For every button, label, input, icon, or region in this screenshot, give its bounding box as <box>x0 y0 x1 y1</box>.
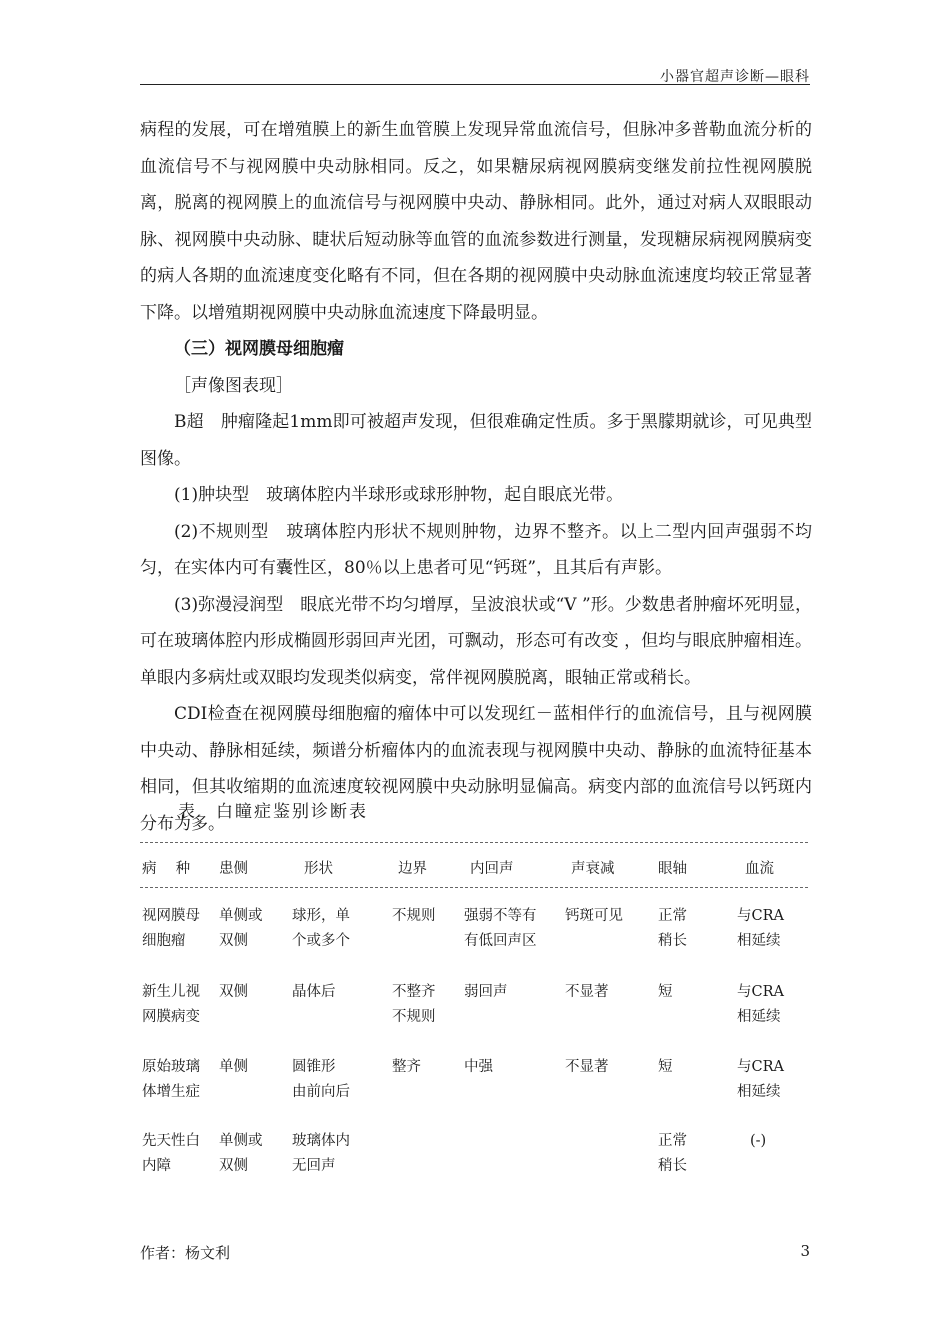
table-cell: 整齐 <box>392 1059 421 1075</box>
section-heading: （三）视网膜母细胞瘤 <box>174 339 344 359</box>
table-cell: 原始玻璃 体增生症 <box>142 1059 200 1100</box>
table-cell: 单侧或 双侧 <box>219 1133 263 1174</box>
body-text <box>140 112 812 842</box>
header-cell: 形状 <box>304 861 333 877</box>
footer-author: 作者：杨文利 <box>140 1244 231 1262</box>
paragraph-mass-type: (1)肿块型 玻璃体腔内半球形或球形肿物，起自眼底光带。 <box>174 485 624 505</box>
table-cell: 正常 稍长 <box>658 908 687 949</box>
table-cell: 视网膜母 细胞瘤 <box>142 908 200 949</box>
table-cell: (-) <box>750 1133 767 1149</box>
running-header: 小器官超声诊断—眼科 <box>660 69 810 85</box>
table-cell: 新生儿视 网膜病变 <box>142 984 200 1025</box>
header-cell: 血流 <box>745 861 774 877</box>
table-cell: 不显著 <box>565 984 609 1000</box>
table-cell: 与CRA 相延续 <box>737 908 784 949</box>
header-cell: 眼轴 <box>658 861 687 877</box>
paragraph-cdi: CDI检查在视网膜母细胞瘤的瘤体中可以发现红－蓝相伴行的血流信号，且与视网膜中央动、静脉相延续，频谱分析瘤体内的血流表现与视网膜中央动、静脉的血流特征基本相同，但其收缩期的血流速度较视网膜中央动脉明显偏高。病变内部的血流信号以钙斑内分布为多。 <box>140 704 812 834</box>
table-cell: 先天性白 内障 <box>142 1133 200 1174</box>
table-header-rule <box>140 887 808 888</box>
table-cell: 圆锥形 由前向后 <box>292 1059 350 1100</box>
paragraph-irregular-type: (2)不规则型 玻璃体腔内形状不规则肿物，边界不整齐。以上二型内回声强弱不均匀，在实体内可有囊性区，80％以上患者可见“钙斑”，且其后有声影。 <box>140 521 812 578</box>
page-number: 3 <box>800 1242 810 1260</box>
header-cell: 边界 <box>398 861 427 877</box>
table-cell: 单侧或 双侧 <box>219 908 263 949</box>
header-rule <box>140 84 810 85</box>
table-cell: 与CRA 相延续 <box>737 1059 784 1100</box>
table-cell: 不显著 <box>565 1059 609 1075</box>
table-cell: 球形，单 个或多个 <box>292 908 350 949</box>
paragraph-diffuse-type: (3)弥漫浸润型 眼底光带不均匀增厚，呈波浪状或“V ”形。少数患者肿瘤坏死明显，可在玻璃体腔内形成椭圆形弱回声光团，可飘动，形态可有改变 ，但均与眼底肿瘤相连。单眼内多病灶或双眼均发现类似病变，常伴视网膜脱离，眼轴正常或稍长。 <box>140 594 812 688</box>
table-cell: 短 <box>658 1059 673 1075</box>
table-cell: 中强 <box>464 1059 493 1075</box>
table-cell: 不规则 <box>392 908 436 924</box>
table-cell: 单侧 <box>219 1059 248 1075</box>
table-cell: 强弱不等有 有低回声区 <box>464 908 537 949</box>
table-cell: 钙斑可见 <box>565 908 623 924</box>
sub-heading: ［声像图表现］ <box>174 375 293 396</box>
table-top-rule <box>140 842 808 843</box>
table-cell: 不整齐 不规则 <box>392 984 436 1025</box>
table-cell: 双侧 <box>219 984 248 1000</box>
table-title: 表 白瞳症鉴别诊断表 <box>178 802 368 822</box>
header-cell: 声衰减 <box>571 861 615 877</box>
header-cell: 内回声 <box>470 861 514 877</box>
paragraph-b-mode: B超 肿瘤隆起1mm即可被超声发现，但很难确定性质。多于黑朦期就诊，可见典型图像。 <box>140 412 812 469</box>
table-cell: 与CRA 相延续 <box>737 984 784 1025</box>
header-cell: 病 种 <box>142 861 191 877</box>
table-cell: 玻璃体内 无回声 <box>292 1133 350 1174</box>
header-cell: 患侧 <box>219 861 248 877</box>
table-cell: 短 <box>658 984 673 1000</box>
paragraph-diabetic-retinopathy: 病程的发展，可在增殖膜上的新生血管膜上发现异常血流信号，但脉冲多普勒血流分析的血流信号不与视网膜中央动脉相同。反之，如果糖尿病视网膜病变继发前拉性视网膜脱离，脱离的视网膜上的血流信号与视网膜中央动、静脉相同。此外，通过对病人双眼眼动脉、视网膜中央动脉、睫状后短动脉等血管的血流参数进行测量，发现糖尿病视网膜病变的病人各期的血流速度变化略有不同，但在各期的视网膜中央动脉血流速度均较正常显著下降。以增殖期视网膜中央动脉血流速度下降最明显。 <box>140 120 812 323</box>
table-cell: 晶体后 <box>292 984 336 1000</box>
table-cell: 正常 稍长 <box>658 1133 687 1174</box>
table-cell: 弱回声 <box>464 984 508 1000</box>
